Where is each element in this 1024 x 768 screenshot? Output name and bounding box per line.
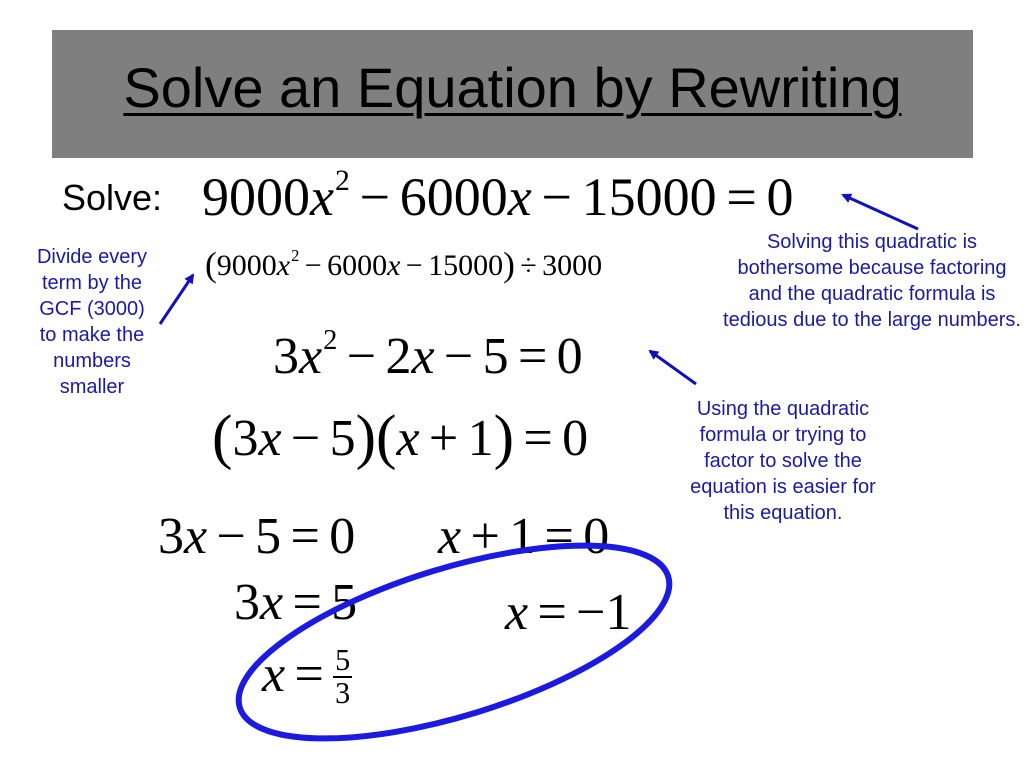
coef-a: 3 bbox=[158, 508, 184, 565]
coef-a: 3 bbox=[234, 574, 260, 631]
factor1-const: 5 bbox=[329, 410, 356, 467]
factor2-zero-equation: x + 1 = 0 bbox=[438, 508, 610, 565]
solution-x-equals-neg1: x = −1 bbox=[505, 584, 632, 641]
rhs-value: −1 bbox=[576, 584, 632, 641]
simplified-equation: $3x^2 - 2x - 5 = 0$ bbox=[273, 324, 583, 385]
fraction-denominator: 3 bbox=[335, 676, 351, 711]
coef-b: 6000 bbox=[327, 249, 388, 282]
const-b: 5 bbox=[255, 508, 282, 565]
solution-x-equals-5-3: x = $\frac{5}{3}$ bbox=[262, 642, 351, 711]
rhs-zero: 0 bbox=[583, 508, 610, 565]
factor2-const: 1 bbox=[467, 410, 494, 467]
solutions-circle bbox=[218, 506, 690, 768]
factor1-zero-equation: 3x − 5 = 0 bbox=[158, 508, 356, 565]
slide-title: Solve an Equation by Rewriting bbox=[123, 56, 902, 119]
divisor: 3000 bbox=[542, 249, 603, 282]
arrow-to-divide-step bbox=[160, 275, 193, 324]
step-3x-equals-5: 3x = 5 bbox=[234, 574, 358, 631]
divide-equation: $(9000x^2 - 6000x - 15000) \div 3000$ bbox=[205, 244, 603, 285]
const-c: 15000 bbox=[581, 167, 717, 227]
annotation-easier: Using the quadratic formula or trying to factor to solve the equation is easier for this equation. bbox=[690, 398, 876, 524]
annotation-divide-gcf: Divide every term by the GCF (3000) to make the numbers smaller bbox=[36, 246, 148, 398]
coef-a: 9000 bbox=[202, 167, 310, 227]
fraction-numerator: 5 bbox=[335, 642, 351, 677]
annotation-bothersome: Solving this quadratic is bothersome because factoring and the quadratic formula is tedious due to the large numbers. bbox=[723, 231, 1021, 331]
rhs-zero: 0 bbox=[562, 410, 589, 467]
rhs-zero: 0 bbox=[329, 508, 356, 565]
rhs-zero: 0 bbox=[766, 167, 794, 227]
rhs-value: 5 bbox=[331, 574, 358, 631]
arrow-to-original-equation bbox=[843, 195, 918, 229]
original-equation: $9000x^2 - 6000x - 15000 = 0$ bbox=[202, 164, 794, 227]
const-c: 5 bbox=[482, 328, 509, 385]
solve-label: Solve: bbox=[62, 177, 163, 218]
const-c: 15000 bbox=[428, 249, 504, 282]
coef-b: 6000 bbox=[399, 167, 508, 227]
coef-b: 2 bbox=[385, 328, 412, 385]
arrow-to-simplified-equation bbox=[650, 351, 696, 384]
coef-a: 9000 bbox=[216, 249, 277, 282]
factor1-coef: 3 bbox=[232, 410, 259, 467]
rhs-zero: 0 bbox=[556, 328, 583, 385]
coef-a: 3 bbox=[273, 328, 299, 385]
const-d: 1 bbox=[509, 508, 536, 565]
factored-equation: (3x − 5)(x + 1) = 0 bbox=[212, 403, 589, 472]
